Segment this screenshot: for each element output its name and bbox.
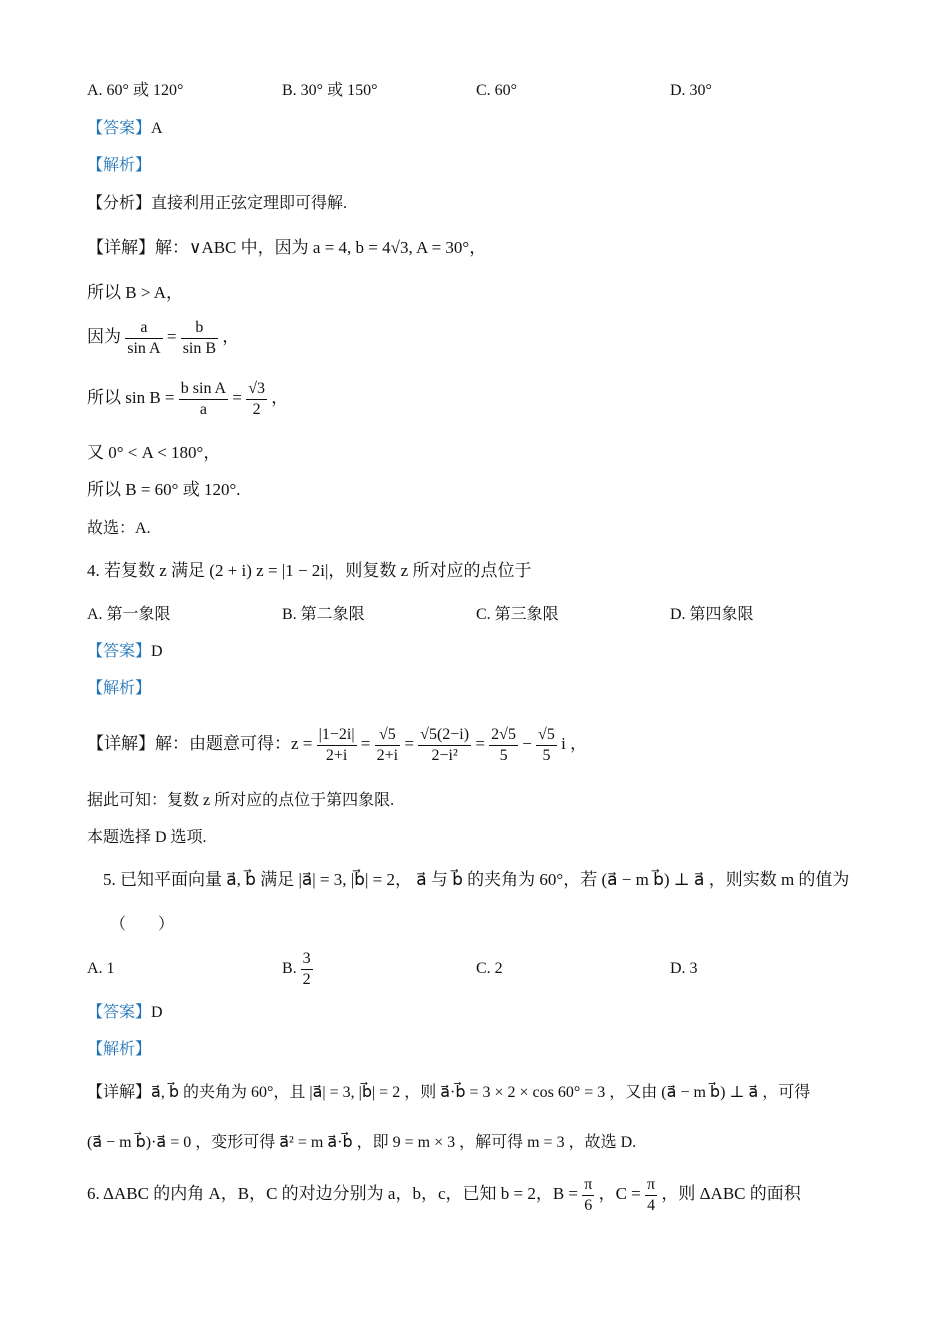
frac-numerator: √3 — [246, 379, 267, 400]
q4-conclusion-line-2: 本题选择 D 选项. — [87, 829, 207, 846]
q3-detail-3-prefix: 因为 — [87, 327, 121, 346]
fraction-4 — [489, 725, 518, 766]
q6-stem-suffix: ，则 ΔABC 的面积 — [661, 1184, 801, 1203]
frac-denominator: 4 — [647, 1196, 656, 1214]
frac-denominator: 5 — [542, 746, 551, 764]
q3-detail-3-suffix: ， — [222, 327, 240, 346]
fraction-5 — [536, 725, 557, 766]
q3-answer: A — [151, 120, 163, 137]
q4-detail-prefix: 解：由题意可得：z = — [155, 734, 313, 753]
frac-numerator: b sin A — [179, 379, 228, 400]
frac-numerator: 3 — [301, 949, 313, 970]
q6-stem — [87, 1170, 801, 1218]
q5-answer-line — [87, 1002, 163, 1024]
analysis-tag: 【解析】 — [87, 680, 152, 697]
frac-numerator: |1−2i| — [317, 725, 357, 746]
q4-detail-suffix: i ， — [561, 734, 588, 753]
q3-detail-4-suffix: ， — [271, 388, 289, 407]
detail-tag: 【详解】 — [87, 734, 155, 753]
q3-analysis-heading — [87, 155, 151, 177]
fraction-3-over-2 — [301, 949, 313, 990]
analysis-tag: 【解析】 — [87, 1041, 152, 1058]
q4-answer: D — [151, 643, 163, 660]
q5-detail-line-2: (a⃗ − m b⃗)·a⃗ = 0 ，变形可得 a⃗² = m a⃗·b⃗ ，即 9 = m × 3 ，解可得 m = 3 ，故选 D. — [87, 1134, 637, 1151]
q5-stem: 5. 已知平面向量 a⃗, b⃗ 满足 |a⃗| = 3, |b⃗| = 2， a⃗ 与 b⃗ 的夹角为 60°，若 (a⃗ − m b⃗) ⊥ a⃗ ，则实数 m 的值为 — [103, 870, 850, 889]
frac-denominator: a — [199, 400, 207, 418]
q3-detail-text-1: 解：∨ABC 中，因为 a = 4, b = 4√3, A = 30°， — [155, 238, 487, 257]
detail-tag: 【详解】 — [87, 238, 155, 257]
q4-detail-line: 【详解】解：由题意可得：z = $\frac{|1-2i|}{2+i}$ = $\frac{√5}{2+i}$ = $\frac{√5(2-i)}{\text{2−i²}}$ = $\frac{2√5}{5}$ − $\frac{√5}{5}$ i ， — [87, 725, 588, 764]
fraction-3 — [418, 725, 471, 766]
q3-fenxi-text: 直接利用正弦定理即可得解. — [151, 195, 348, 212]
q3-detail-line-1 — [87, 237, 486, 259]
q4-option-b: B. 第二象限 — [282, 606, 365, 623]
frac-numerator: √5 — [536, 725, 557, 746]
q5-option-a: A. 1 — [87, 960, 115, 977]
frac-denominator: sin B — [182, 339, 217, 357]
q3-option-d: D. 30° — [670, 82, 712, 99]
q3-detail-line-2: 所以 B > A， — [87, 283, 184, 302]
frac-denominator: 2 — [252, 400, 261, 418]
q3-detail-line-3: 因为 $\frac{a}{\text{sin A}}$ = $\frac{b}{\text{sin B}}$ ， — [87, 318, 240, 357]
fraction-sqrt3-over-2 — [246, 379, 267, 420]
q5-paren: （ ） — [110, 916, 175, 933]
frac-numerator: √5 — [375, 725, 400, 746]
frac-denominator: 2 — [302, 970, 311, 988]
q3-option-a: A. 60° 或 120° — [87, 82, 184, 99]
q5-option-b — [282, 945, 313, 993]
fraction-pi-over-4 — [645, 1175, 657, 1216]
q4-conclusion-line-1: 据此可知：复数 z 所对应的点位于第四象限. — [87, 792, 395, 809]
answer-tag: 【答案】 — [87, 643, 152, 660]
q4-option-c: C. 第三象限 — [476, 606, 559, 623]
q4-stem: 4. 若复数 z 满足 (2 + i) z = |1 − 2i|，则复数 z 所对应的点位于 — [87, 561, 532, 580]
detail-tag: 【详解】 — [87, 1084, 152, 1101]
frac-denominator: 5 — [499, 746, 508, 764]
fraction-bsinA-over-a — [179, 379, 228, 420]
q5-option-d: D. 3 — [670, 960, 698, 977]
frac-denominator: 2+i — [376, 746, 399, 764]
q5-option-c: C. 2 — [476, 960, 503, 977]
analysis-tag: 【解析】 — [87, 157, 152, 174]
q3-detail-line-5: 又 0° < A < 180°， — [87, 443, 221, 462]
fraction-a-over-sinA — [125, 318, 162, 359]
frac-numerator: 2√5 — [489, 725, 518, 746]
frac-denominator: 6 — [584, 1196, 593, 1214]
frac-numerator: b — [181, 318, 218, 339]
frac-numerator: a — [125, 318, 162, 339]
q4-option-d: D. 第四象限 — [670, 606, 754, 623]
fraction-pi-over-6 — [582, 1175, 594, 1216]
q5-answer: D — [151, 1004, 163, 1021]
q3-detail-4-prefix: 所以 sin B = — [87, 388, 175, 407]
q6-stem-mid: ，C = — [598, 1184, 641, 1203]
q3-option-b: B. 30° 或 150° — [282, 82, 378, 99]
q3-fenxi-line — [87, 193, 347, 215]
fenxi-tag: 【分析】 — [87, 195, 152, 212]
fraction-b-over-sinB — [181, 318, 218, 359]
q3-detail-line-6: 所以 B = 60° 或 120°. — [87, 480, 241, 499]
q5-detail-text-1: a⃗, b⃗ 的夹角为 60°，且 |a⃗| = 3, |b⃗| = 2 ，则 a⃗·b⃗ = 3 × 2 × cos 60° = 3 ，又由 (a⃗ − m b⃗) ⊥ a⃗ ，可得 — [151, 1084, 811, 1101]
frac-numerator: π — [645, 1175, 657, 1196]
frac-denominator: 2+i — [325, 746, 348, 764]
fraction-1 — [317, 725, 357, 766]
frac-numerator: π — [582, 1175, 594, 1196]
frac-denominator: sin A — [127, 339, 161, 357]
q5-detail-line-1 — [87, 1082, 810, 1104]
q3-detail-line-4: 所以 sin B = $\frac{\text{b sin A}}{a}$ = $\frac{√3}{2}$ ， — [87, 379, 289, 418]
frac-denominator: 2−i² — [431, 746, 458, 764]
answer-tag: 【答案】 — [87, 120, 152, 137]
q5-option-b-label: B. — [282, 960, 297, 977]
answer-tag: 【答案】 — [87, 1004, 152, 1021]
q4-answer-line — [87, 641, 163, 663]
q3-option-c: C. 60° — [476, 82, 518, 99]
q3-detail-line-7: 故选：A. — [87, 520, 151, 537]
q3-answer-line — [87, 118, 163, 140]
q5-analysis-heading — [87, 1039, 151, 1061]
fraction-2 — [375, 725, 400, 766]
q4-option-a: A. 第一象限 — [87, 606, 171, 623]
q6-stem-prefix: 6. ΔABC 的内角 A，B，C 的对边分别为 a，b，c，已知 b = 2，B = — [87, 1184, 579, 1203]
frac-numerator: √5(2−i) — [418, 725, 471, 746]
q4-analysis-heading — [87, 678, 151, 700]
